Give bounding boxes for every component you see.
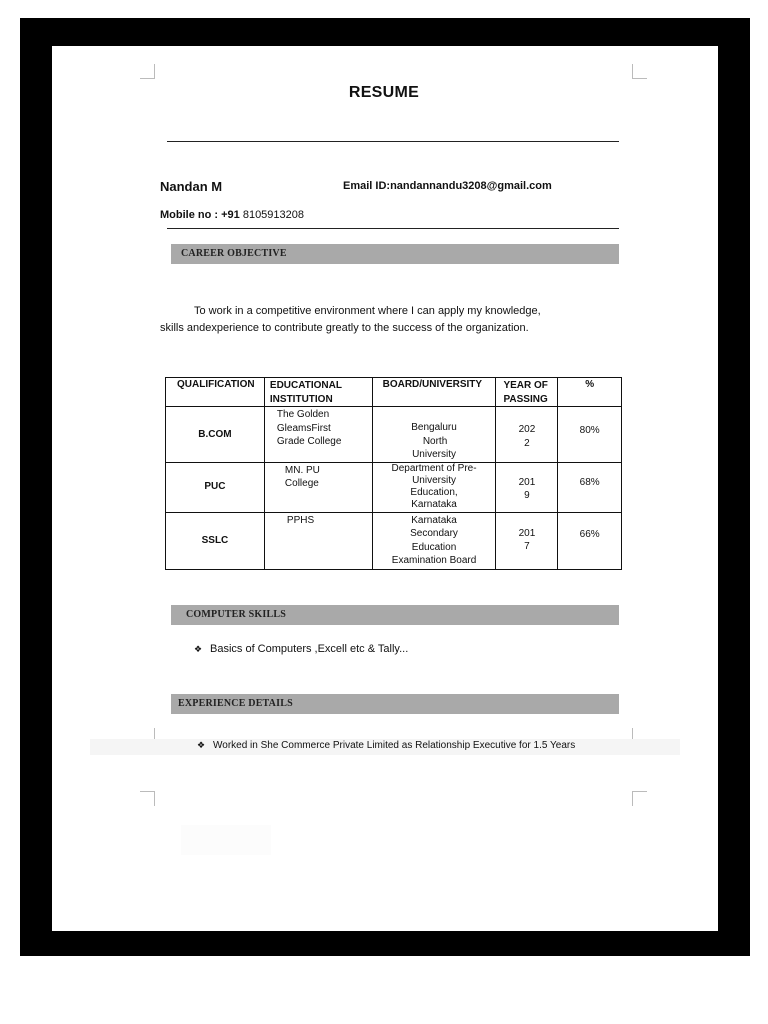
list-item (197, 740, 575, 751)
section-title: COMPUTER SKILLS (186, 609, 286, 620)
resume-title: RESUME (348, 84, 420, 101)
corner-mark (632, 64, 647, 79)
table-row (166, 407, 622, 463)
header-institution: EDUCATIONAL INSTITUTION (264, 378, 372, 407)
education-table (165, 377, 622, 570)
corner-mark (632, 791, 647, 806)
header-percent: % (558, 378, 622, 407)
cell-year: 202 2 (496, 407, 558, 463)
cell-year: 201 7 (496, 512, 558, 569)
cell-percent: 66% (558, 512, 622, 569)
cell-board: Department of Pre- University Education, Karnataka (372, 462, 496, 512)
email-address: Email ID:nandannandu3208@gmail.com (343, 180, 552, 192)
section-header-career-objective (171, 244, 619, 264)
cell-year: 201 9 (496, 462, 558, 512)
diamond-bullet-icon: ❖ (194, 644, 203, 654)
header-board: BOARD/UNIVERSITY (372, 378, 496, 407)
section-header-experience-details (171, 694, 619, 714)
section-header-computer-skills (171, 605, 619, 625)
header-qualification: QUALIFICATION (166, 378, 265, 407)
objective-line: To work in a competitive environment where I can apply my knowledge, (194, 305, 541, 317)
cell-institution: MN. PU College (264, 462, 372, 512)
cell-percent: 80% (558, 407, 622, 463)
mobile-label: Mobile no : +91 (160, 209, 240, 221)
header-year: YEAR OF PASSING (496, 378, 558, 407)
cell-institution: The Golden GleamsFirst Grade College (264, 407, 372, 463)
cell-qualification: PUC (166, 462, 265, 512)
list-item (194, 643, 408, 655)
cell-percent: 68% (558, 462, 622, 512)
candidate-name: Nandan M (160, 179, 223, 194)
corner-mark (140, 64, 155, 79)
section-title: EXPERIENCE DETAILS (178, 698, 293, 709)
skill-text: Basics of Computers ,Excell etc & Tally... (210, 643, 409, 655)
mobile-value: 8105913208 (242, 209, 305, 221)
mobile-number (160, 209, 304, 221)
objective-line: skills andexperience to contribute greatly to the success of the organization. (160, 322, 529, 334)
career-objective-text (160, 303, 580, 337)
cell-board: Bengaluru North University (372, 407, 496, 463)
cell-institution: PPHS (264, 512, 372, 569)
faint-mark (181, 825, 271, 855)
table-row (166, 512, 622, 569)
divider (167, 141, 619, 142)
divider (167, 228, 619, 229)
table-header-row (166, 378, 622, 407)
experience-text: Worked in She Commerce Private Limited as Relationship Executive for 1.5 Years (213, 740, 576, 751)
cell-qualification: B.COM (166, 407, 265, 463)
cell-board: Karnataka Secondary Education Examination Board (372, 512, 496, 569)
table-row (166, 462, 622, 512)
section-title: CAREER OBJECTIVE (181, 248, 287, 259)
cell-qualification: SSLC (166, 512, 265, 569)
corner-mark (140, 791, 155, 806)
diamond-bullet-icon: ❖ (197, 740, 206, 750)
